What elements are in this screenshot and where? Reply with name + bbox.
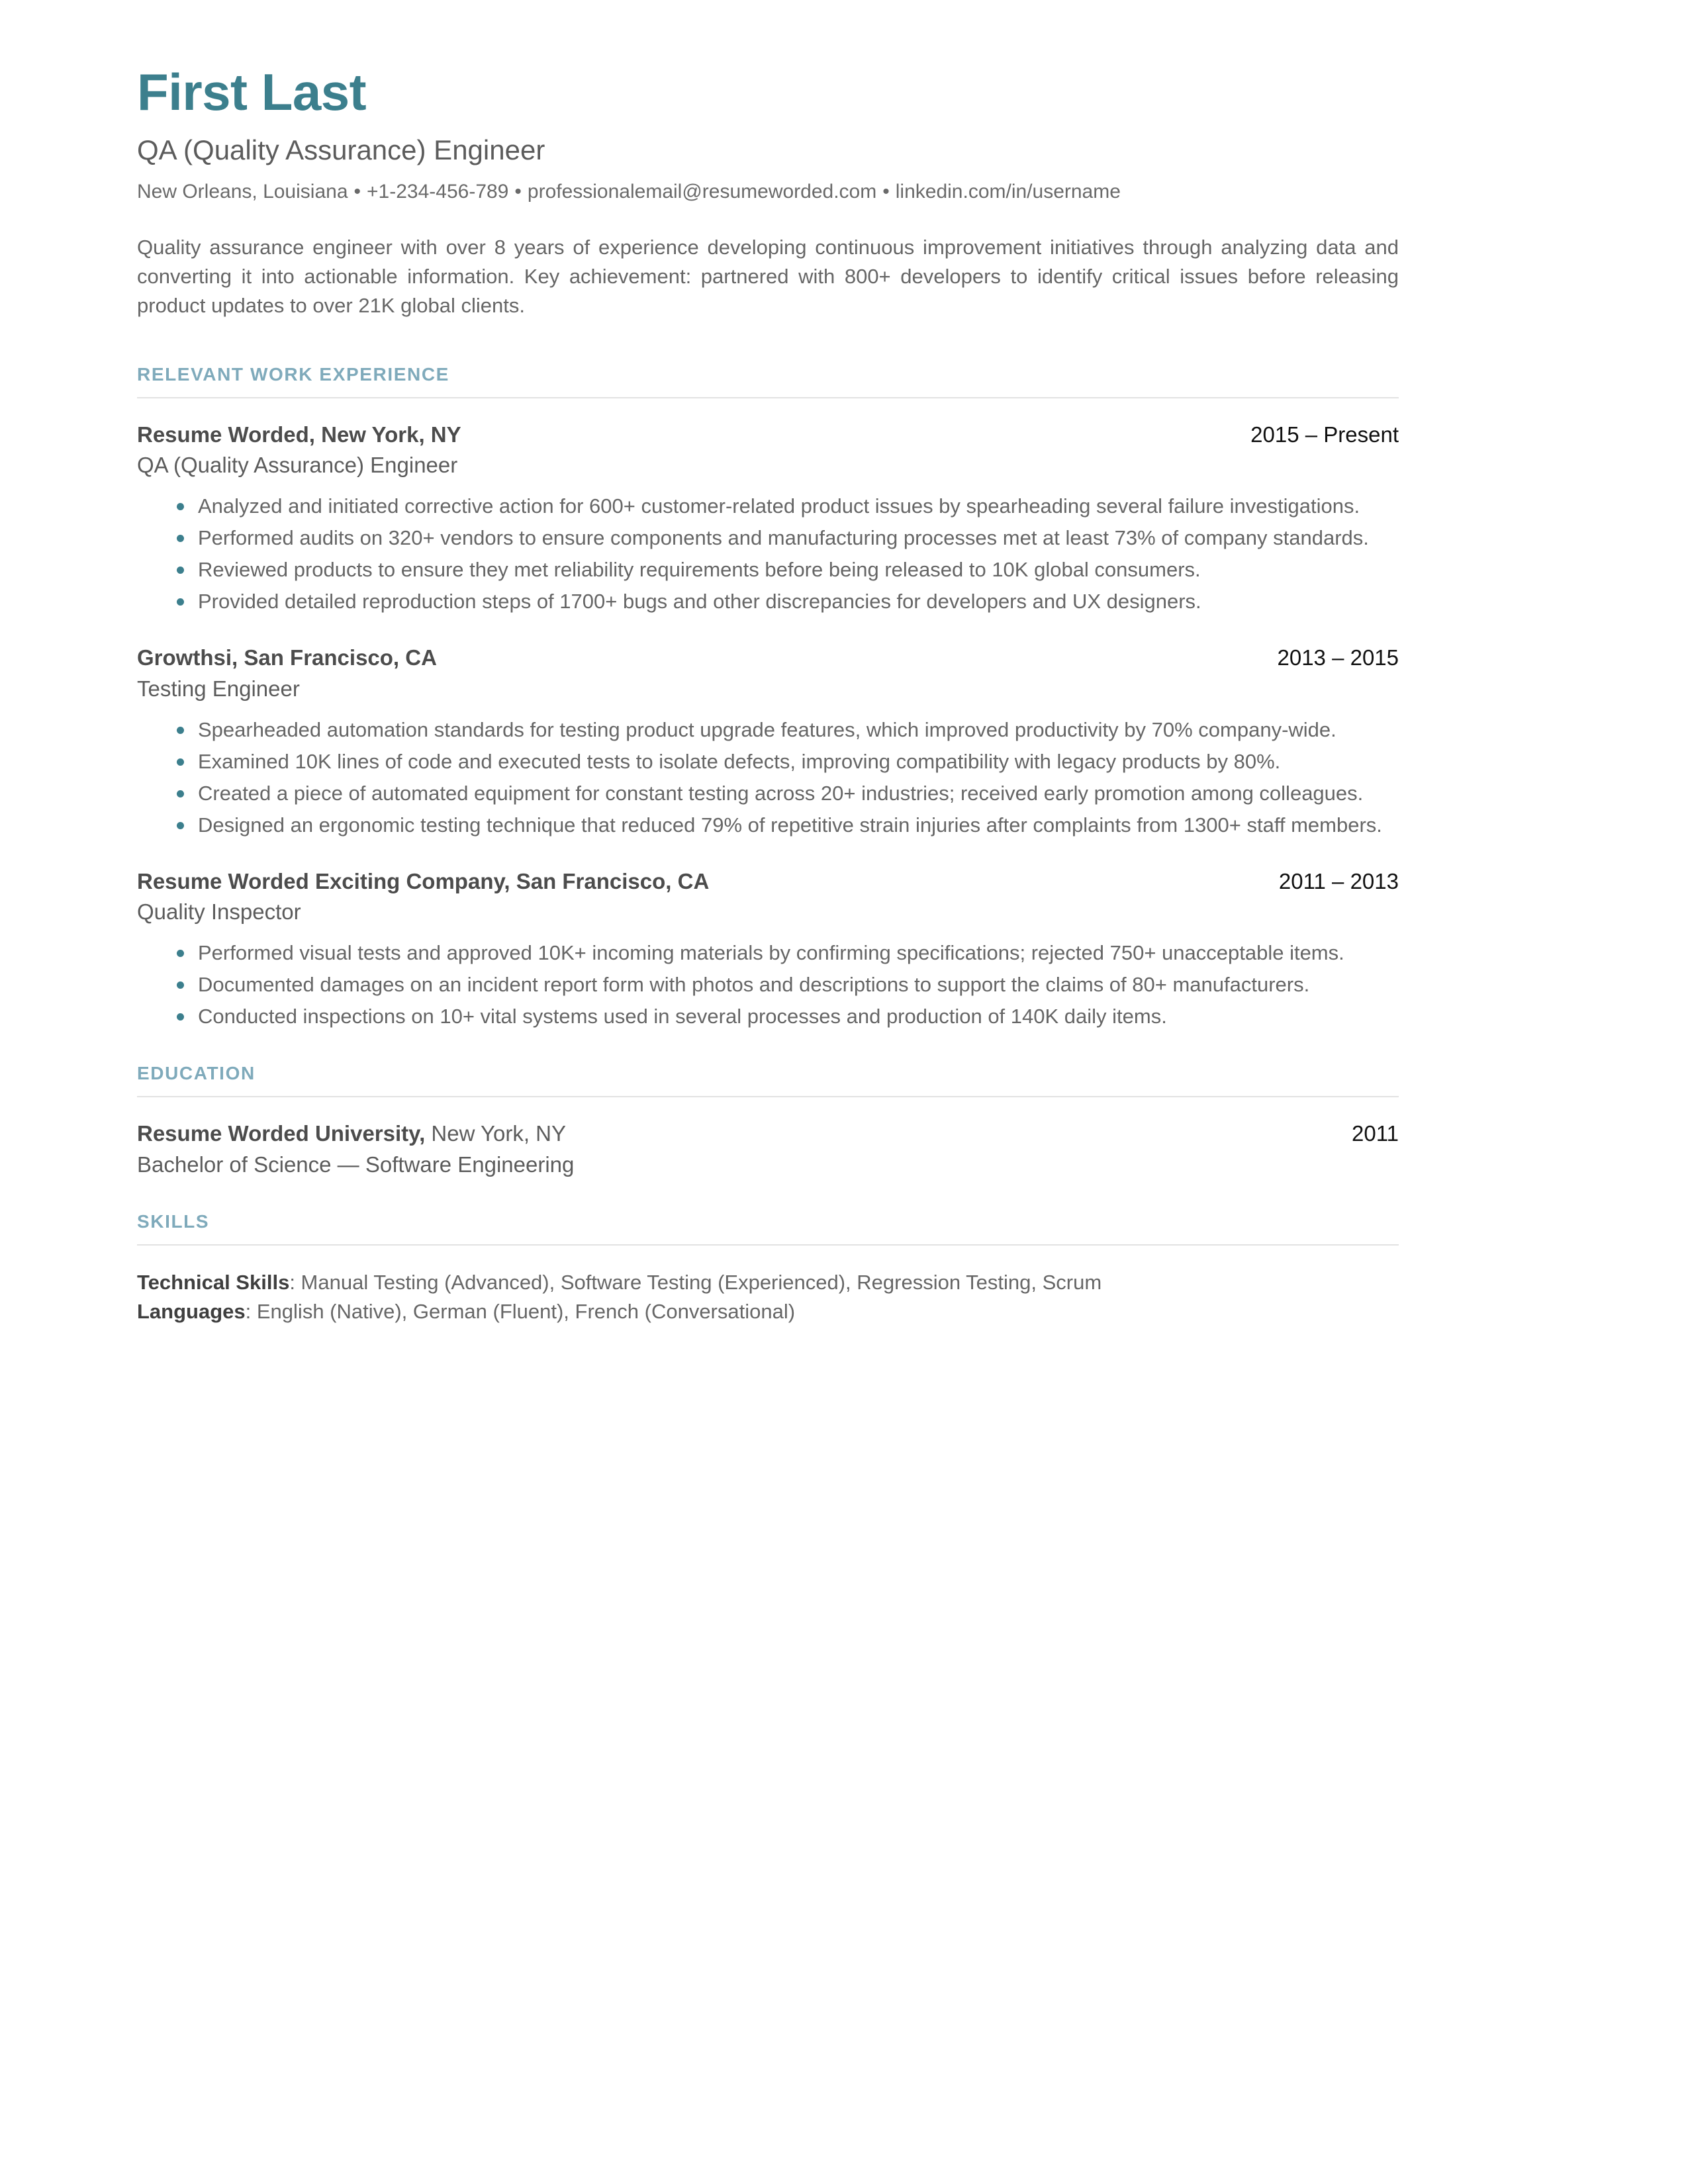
- bullet-text: Examined 10K lines of code and executed tests to isolate defects, improving compatibility with legacy products by 80%.: [198, 749, 1281, 773]
- contact-email[interactable]: professionalemail@resumeworded.com: [527, 181, 877, 203]
- experience-dates: 2015 – Present: [1250, 422, 1399, 447]
- experience-entry-header: [137, 644, 1399, 703]
- experience-company: Resume Worded Exciting Company, San Francisco, CA: [137, 868, 710, 893]
- bullet-text: Performed visual tests and approved 10K+ incoming materials by confirming specifications; rejected 750+ unacceptable items.: [198, 940, 1344, 964]
- experience-dates: 2011 – 2013: [1278, 868, 1399, 893]
- bullet-dot-icon: [177, 758, 184, 766]
- contact-separator-3: •: [882, 181, 890, 203]
- bullet-dot-icon: [177, 567, 184, 574]
- list-item: [137, 587, 1399, 616]
- bullet-dot-icon: [177, 790, 184, 797]
- list-item: [137, 523, 1399, 553]
- bullet-dot-icon: [177, 535, 184, 542]
- bullet-dot-icon: [177, 950, 184, 957]
- bullet-dot-icon: [177, 1013, 184, 1021]
- skills-languages-label: Languages: [137, 1299, 246, 1323]
- bullet-text: Provided detailed reproduction steps of 1700+ bugs and other discrepancies for developers and UX designers.: [198, 590, 1201, 614]
- education-section-heading: EDUCATION: [137, 1062, 256, 1083]
- education-section: [137, 1063, 1399, 1179]
- experience-entry: [137, 421, 1399, 616]
- experience-entry-header: [137, 868, 1399, 927]
- list-item: [137, 1002, 1399, 1031]
- list-item: [137, 747, 1399, 776]
- skills-technical-line: [137, 1268, 1399, 1297]
- experience-bullet-list: [137, 938, 1399, 1031]
- list-item: [137, 715, 1399, 745]
- experience-divider: [137, 397, 1399, 398]
- bullet-text: Performed audits on 320+ vendors to ensure components and manufacturing processes met at least 73% of company standards.: [198, 526, 1369, 550]
- skills-divider: [137, 1244, 1399, 1246]
- education-divider: [137, 1096, 1399, 1097]
- skills-technical-label: Technical Skills: [137, 1270, 290, 1294]
- experience-role: Testing Engineer: [137, 676, 300, 701]
- experience-entry: [137, 644, 1399, 839]
- experience-section-heading: RELEVANT WORK EXPERIENCE: [137, 364, 449, 385]
- experience-entry-header: [137, 421, 1399, 480]
- bullet-text: Conducted inspections on 10+ vital systems used in several processes and production of 140K daily items.: [198, 1004, 1167, 1028]
- list-item: [137, 970, 1399, 999]
- experience-entry: [137, 868, 1399, 1031]
- contact-separator-1: •: [353, 181, 361, 203]
- contact-phone[interactable]: +1-234-456-789: [367, 181, 509, 203]
- professional-summary: Quality assurance engineer with over 8 years of experience developing continuous improvement initiatives through analyzing data and converting it into actionable information. Key achievement: partnered with 800+ developers to identify critical issues before releasing product updates to over 21K global clients.: [137, 236, 1399, 318]
- skills-languages-value: : English (Native), German (Fluent), French (Conversational): [245, 1299, 796, 1323]
- bullet-text: Documented damages on an incident report form with photos and descriptions to support the claims of 80+ manufacturers.: [198, 972, 1310, 996]
- contact-separator-2: •: [514, 181, 522, 203]
- bullet-text: Created a piece of automated equipment for constant testing across 20+ industries; received early promotion among colleagues.: [198, 781, 1364, 805]
- candidate-job-title: QA (Quality Assurance) Engineer: [137, 134, 545, 165]
- skills-languages-line: [137, 1297, 1399, 1326]
- bullet-text: Analyzed and initiated corrective action for 600+ customer-related product issues by spearheading several failure investigations.: [198, 494, 1360, 518]
- list-item: [137, 492, 1399, 521]
- list-item: [137, 938, 1399, 968]
- bullet-dot-icon: [177, 822, 184, 829]
- experience-role: Quality Inspector: [137, 899, 301, 924]
- education-school-name: Resume Worded University,: [137, 1120, 426, 1146]
- bullet-dot-icon: [177, 981, 184, 989]
- experience-role: QA (Quality Assurance) Engineer: [137, 453, 458, 478]
- bullet-dot-icon: [177, 503, 184, 510]
- contact-location: New Orleans, Louisiana: [137, 181, 348, 203]
- contact-linkedin[interactable]: linkedin.com/in/username: [895, 181, 1121, 203]
- experience-bullet-list: [137, 715, 1399, 840]
- resume-header: [137, 63, 1399, 320]
- list-item: [137, 555, 1399, 584]
- contact-line: [137, 180, 1399, 204]
- skills-section: [137, 1211, 1399, 1326]
- education-school-location: New York, NY: [425, 1120, 567, 1146]
- candidate-name: First Last: [137, 63, 367, 121]
- bullet-dot-icon: [177, 727, 184, 734]
- resume-content: [137, 63, 1399, 1326]
- experience-company: Resume Worded, New York, NY: [137, 422, 461, 447]
- skills-section-heading: SKILLS: [137, 1210, 210, 1232]
- skills-technical-value: : Manual Testing (Advanced), Software Testing (Experienced), Regression Testing, Scrum: [289, 1270, 1102, 1294]
- experience-bullet-list: [137, 492, 1399, 616]
- experience-company: Growthsi, San Francisco, CA: [137, 645, 437, 670]
- bullet-dot-icon: [177, 598, 184, 606]
- education-entry: [137, 1120, 1399, 1147]
- list-item: [137, 779, 1399, 808]
- bullet-text: Reviewed products to ensure they met reliability requirements before being released to 10K global consumers.: [198, 558, 1201, 582]
- experience-dates: 2013 – 2015: [1277, 645, 1399, 670]
- experience-section: [137, 364, 1399, 1031]
- list-item: [137, 811, 1399, 840]
- education-degree: Bachelor of Science — Software Engineering: [137, 1152, 575, 1177]
- education-year: 2011: [1352, 1120, 1399, 1146]
- education-school-line: [137, 1120, 566, 1147]
- bullet-text: Spearheaded automation standards for testing product upgrade features, which improved productivity by 70% company-wide.: [198, 717, 1336, 741]
- bullet-text: Designed an ergonomic testing technique that reduced 79% of repetitive strain injuries after complaints from 1300+ staff members.: [198, 813, 1382, 837]
